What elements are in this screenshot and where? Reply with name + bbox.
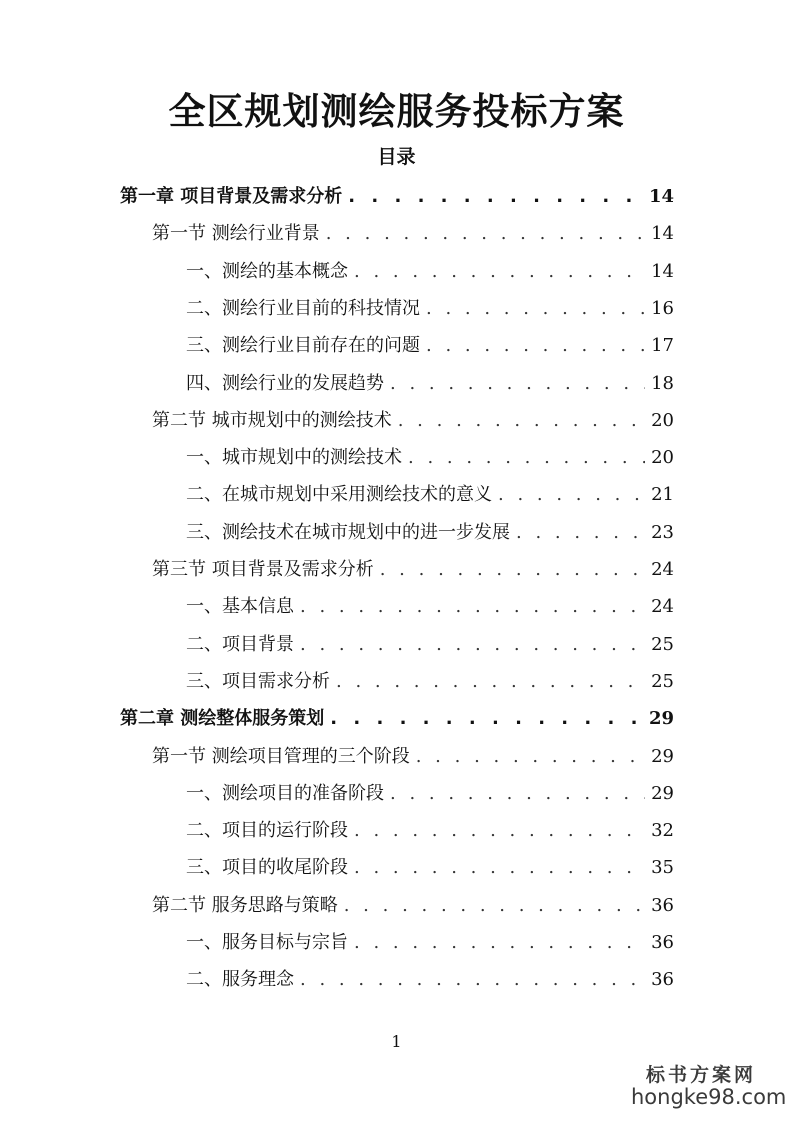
toc-entry-title: 二、项目背景 <box>186 633 294 655</box>
toc-entry-page: 17 <box>651 335 674 357</box>
toc-subsection-entry[interactable] <box>186 629 674 661</box>
toc-entry-page: 18 <box>651 372 674 394</box>
toc-section-entry[interactable] <box>152 218 674 250</box>
toc-dot-leader <box>408 442 645 474</box>
toc-entry-title: 三、项目需求分析 <box>186 670 330 692</box>
toc-entry-title: 第二章 测绘整体服务策划 <box>120 708 325 730</box>
toc-dot-leader <box>516 517 645 549</box>
toc-heading: 目录 <box>377 146 416 168</box>
toc-subsection-entry[interactable] <box>186 778 674 810</box>
toc-subsection-entry[interactable] <box>186 815 674 847</box>
toc-dot-leader <box>330 703 643 735</box>
toc-entry-page: 36 <box>651 894 674 916</box>
toc-dot-leader <box>336 666 645 698</box>
watermark-url: hongke98.com <box>631 1084 787 1109</box>
toc-entry-page: 35 <box>651 857 674 879</box>
toc-entry-page: 25 <box>651 670 674 692</box>
toc-section-entry[interactable] <box>152 554 674 586</box>
toc-entry-title: 二、服务理念 <box>186 969 294 991</box>
toc-dot-leader <box>348 181 643 213</box>
toc-subsection-entry[interactable] <box>186 293 674 325</box>
toc-subsection-entry[interactable] <box>186 517 674 549</box>
toc-entry-page: 16 <box>651 297 674 319</box>
toc-entry-page: 14 <box>651 260 674 282</box>
toc-dot-leader <box>354 815 645 847</box>
toc-dot-leader <box>498 479 645 511</box>
toc-entry-title: 二、测绘行业目前的科技情况 <box>186 297 420 319</box>
toc-entry-page: 29 <box>651 782 674 804</box>
toc-entry-page: 14 <box>648 186 674 207</box>
toc-subsection-entry[interactable] <box>186 666 674 698</box>
toc-entry-page: 21 <box>651 484 674 506</box>
toc-entry-title: 二、在城市规划中采用测绘技术的意义 <box>186 484 492 506</box>
toc-entry-page: 24 <box>651 559 674 580</box>
toc-entry-title: 一、服务目标与宗旨 <box>186 932 348 953</box>
toc-subsection-entry[interactable] <box>186 927 674 959</box>
toc-entry-title: 三、项目的收尾阶段 <box>186 857 348 879</box>
toc-section-entry[interactable] <box>152 890 674 922</box>
toc-entry-page: 24 <box>651 596 674 618</box>
toc-subsection-entry[interactable] <box>186 442 674 474</box>
toc-entry-page: 36 <box>651 932 674 953</box>
toc-dot-leader <box>354 852 645 884</box>
toc-dot-leader <box>344 890 645 922</box>
toc-entry-page: 36 <box>651 969 674 991</box>
toc-entry-title: 一、基本信息 <box>186 596 294 618</box>
toc-entry-page: 29 <box>651 745 674 767</box>
toc-subsection-entry[interactable] <box>186 368 674 400</box>
toc-entry-title: 第一节 测绘项目管理的三个阶段 <box>152 745 410 767</box>
toc-entry-title: 第二节 城市规划中的测绘技术 <box>152 409 392 431</box>
toc-entry-page: 14 <box>651 223 674 245</box>
toc-entry-title: 一、测绘的基本概念 <box>186 260 348 282</box>
toc-dot-leader <box>416 741 645 773</box>
toc-dot-leader <box>426 293 645 325</box>
toc-subsection-entry[interactable] <box>186 256 674 288</box>
toc-dot-leader <box>326 218 645 250</box>
toc-entry-title: 三、测绘技术在城市规划中的进一步发展 <box>186 521 510 543</box>
toc-entry-title: 第三节 项目背景及需求分析 <box>152 559 374 580</box>
toc-entry-page: 20 <box>651 409 674 431</box>
toc-subsection-entry[interactable] <box>186 591 674 623</box>
toc-entry-title: 第二节 服务思路与策略 <box>152 894 338 916</box>
toc-entry-page: 29 <box>648 708 674 730</box>
toc-entry-title: 一、测绘项目的准备阶段 <box>186 782 384 804</box>
toc-dot-leader <box>426 330 645 362</box>
toc-section-entry[interactable] <box>152 405 674 437</box>
toc-entry-page: 25 <box>651 633 674 655</box>
page-number: 1 <box>391 1032 402 1051</box>
toc-entry-page: 20 <box>651 447 674 469</box>
toc-entry-title: 四、测绘行业的发展趋势 <box>186 372 384 394</box>
toc-entry-title: 三、测绘行业目前存在的问题 <box>186 335 420 357</box>
toc-entry-title: 第一节 测绘行业背景 <box>152 223 320 245</box>
toc-chapter-entry[interactable] <box>120 181 674 213</box>
toc-dot-leader <box>390 778 645 810</box>
toc-dot-leader <box>380 554 645 586</box>
toc-entry-title: 一、城市规划中的测绘技术 <box>186 447 402 469</box>
document-title: 全区规划测绘服务投标方案 <box>168 90 625 133</box>
toc-entry-title: 二、项目的运行阶段 <box>186 820 348 842</box>
toc-chapter-entry[interactable] <box>120 703 674 735</box>
toc-dot-leader <box>300 591 645 623</box>
toc-dot-leader <box>354 927 645 959</box>
toc-section-entry[interactable] <box>152 741 674 773</box>
toc-subsection-entry[interactable] <box>186 330 674 362</box>
toc-entry-title: 第一章 项目背景及需求分析 <box>120 186 343 207</box>
toc-dot-leader <box>354 256 645 288</box>
toc-dot-leader <box>390 368 645 400</box>
watermark-logo <box>631 1064 787 1109</box>
toc-entry-page: 32 <box>651 820 674 842</box>
toc-subsection-entry[interactable] <box>186 479 674 511</box>
toc-entry-page: 23 <box>651 521 674 543</box>
toc-subsection-entry[interactable] <box>186 964 674 996</box>
toc-dot-leader <box>398 405 645 437</box>
toc-subsection-entry[interactable] <box>186 852 674 884</box>
toc-dot-leader <box>300 629 645 661</box>
toc-dot-leader <box>300 964 645 996</box>
watermark-site-name: 标书方案网 <box>645 1064 756 1086</box>
